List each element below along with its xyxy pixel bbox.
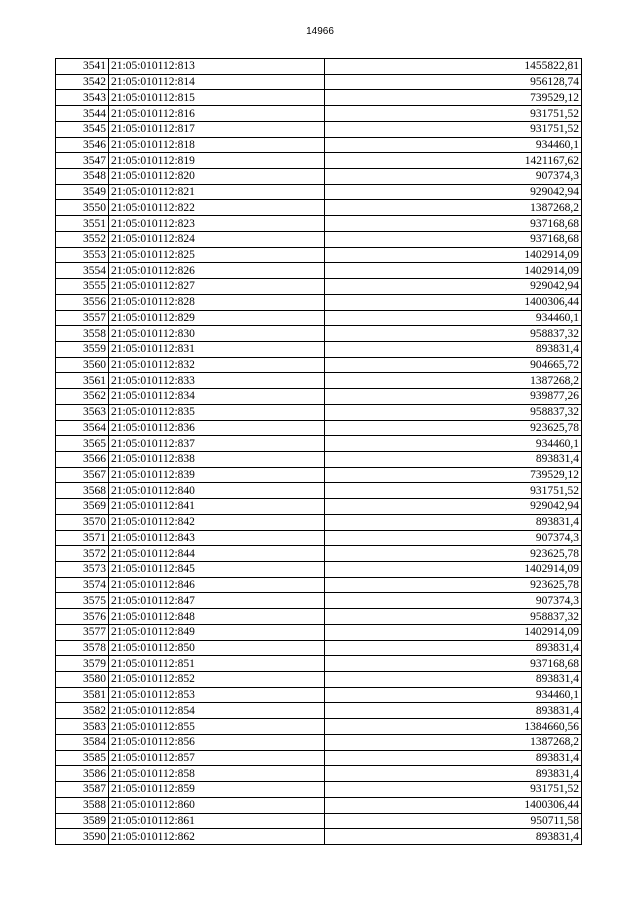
cadastral-value-cell: 1402914,09 bbox=[325, 624, 582, 640]
cadastral-value-table bbox=[55, 58, 582, 845]
table-row bbox=[56, 74, 582, 90]
cadastral-number-cell: 21:05:010112:850 bbox=[109, 640, 325, 656]
row-number-cell: 3582 bbox=[56, 703, 109, 719]
row-number-cell: 3548 bbox=[56, 169, 109, 185]
row-number-cell: 3585 bbox=[56, 750, 109, 766]
cadastral-value-cell: 893831,4 bbox=[325, 672, 582, 688]
row-number-cell: 3554 bbox=[56, 263, 109, 279]
cadastral-value-cell: 893831,4 bbox=[325, 341, 582, 357]
table-row bbox=[56, 577, 582, 593]
cadastral-number-cell: 21:05:010112:861 bbox=[109, 813, 325, 829]
cadastral-number-cell: 21:05:010112:824 bbox=[109, 231, 325, 247]
table-row bbox=[56, 373, 582, 389]
cadastral-number-cell: 21:05:010112:848 bbox=[109, 609, 325, 625]
cadastral-number-cell: 21:05:010112:851 bbox=[109, 656, 325, 672]
cadastral-value-cell: 1387268,2 bbox=[325, 200, 582, 216]
row-number-cell: 3573 bbox=[56, 562, 109, 578]
cadastral-value-cell: 956128,74 bbox=[325, 74, 582, 90]
table-row bbox=[56, 153, 582, 169]
cadastral-number-cell: 21:05:010112:826 bbox=[109, 263, 325, 279]
cadastral-value-cell: 739529,12 bbox=[325, 467, 582, 483]
cadastral-number-cell: 21:05:010112:819 bbox=[109, 153, 325, 169]
cadastral-value-cell: 931751,52 bbox=[325, 483, 582, 499]
cadastral-value-cell: 931751,52 bbox=[325, 121, 582, 137]
cadastral-number-cell: 21:05:010112:845 bbox=[109, 562, 325, 578]
cadastral-value-cell: 1402914,09 bbox=[325, 247, 582, 263]
cadastral-value-cell: 1400306,44 bbox=[325, 294, 582, 310]
table-row bbox=[56, 813, 582, 829]
cadastral-value-cell: 907374,3 bbox=[325, 593, 582, 609]
cadastral-number-cell: 21:05:010112:836 bbox=[109, 420, 325, 436]
cadastral-value-cell: 893831,4 bbox=[325, 829, 582, 845]
table-row bbox=[56, 451, 582, 467]
cadastral-value-cell: 958837,32 bbox=[325, 609, 582, 625]
row-number-cell: 3542 bbox=[56, 74, 109, 90]
row-number-cell: 3574 bbox=[56, 577, 109, 593]
row-number-cell: 3553 bbox=[56, 247, 109, 263]
row-number-cell: 3580 bbox=[56, 672, 109, 688]
cadastral-number-cell: 21:05:010112:833 bbox=[109, 373, 325, 389]
row-number-cell: 3565 bbox=[56, 436, 109, 452]
cadastral-value-cell: 893831,4 bbox=[325, 514, 582, 530]
cadastral-number-cell: 21:05:010112:840 bbox=[109, 483, 325, 499]
cadastral-value-cell: 739529,12 bbox=[325, 90, 582, 106]
table-row bbox=[56, 200, 582, 216]
table-row bbox=[56, 169, 582, 185]
table-row bbox=[56, 672, 582, 688]
row-number-cell: 3584 bbox=[56, 734, 109, 750]
table-row bbox=[56, 624, 582, 640]
cadastral-value-cell: 907374,3 bbox=[325, 530, 582, 546]
cadastral-number-cell: 21:05:010112:818 bbox=[109, 137, 325, 153]
cadastral-value-cell: 950711,58 bbox=[325, 813, 582, 829]
cadastral-value-cell: 929042,94 bbox=[325, 499, 582, 515]
cadastral-value-cell: 934460,1 bbox=[325, 687, 582, 703]
cadastral-number-cell: 21:05:010112:815 bbox=[109, 90, 325, 106]
row-number-cell: 3575 bbox=[56, 593, 109, 609]
cadastral-value-cell: 958837,32 bbox=[325, 326, 582, 342]
cadastral-value-cell: 1400306,44 bbox=[325, 797, 582, 813]
row-number-cell: 3560 bbox=[56, 357, 109, 373]
cadastral-value-cell: 1387268,2 bbox=[325, 373, 582, 389]
cadastral-number-cell: 21:05:010112:858 bbox=[109, 766, 325, 782]
table-row bbox=[56, 263, 582, 279]
table-row bbox=[56, 341, 582, 357]
row-number-cell: 3556 bbox=[56, 294, 109, 310]
table-row bbox=[56, 137, 582, 153]
row-number-cell: 3583 bbox=[56, 719, 109, 735]
cadastral-value-cell: 1402914,09 bbox=[325, 562, 582, 578]
cadastral-number-cell: 21:05:010112:813 bbox=[109, 59, 325, 75]
row-number-cell: 3579 bbox=[56, 656, 109, 672]
cadastral-number-cell: 21:05:010112:857 bbox=[109, 750, 325, 766]
row-number-cell: 3568 bbox=[56, 483, 109, 499]
cadastral-value-cell: 934460,1 bbox=[325, 310, 582, 326]
row-number-cell: 3569 bbox=[56, 499, 109, 515]
table-row bbox=[56, 436, 582, 452]
cadastral-number-cell: 21:05:010112:844 bbox=[109, 546, 325, 562]
cadastral-value-cell: 893831,4 bbox=[325, 451, 582, 467]
row-number-cell: 3577 bbox=[56, 624, 109, 640]
cadastral-number-cell: 21:05:010112:862 bbox=[109, 829, 325, 845]
row-number-cell: 3563 bbox=[56, 404, 109, 420]
cadastral-value-cell: 904665,72 bbox=[325, 357, 582, 373]
cadastral-number-cell: 21:05:010112:837 bbox=[109, 436, 325, 452]
table-row bbox=[56, 530, 582, 546]
row-number-cell: 3572 bbox=[56, 546, 109, 562]
table-row bbox=[56, 467, 582, 483]
table-row bbox=[56, 514, 582, 530]
table-row bbox=[56, 593, 582, 609]
row-number-cell: 3559 bbox=[56, 341, 109, 357]
row-number-cell: 3561 bbox=[56, 373, 109, 389]
cadastral-number-cell: 21:05:010112:859 bbox=[109, 782, 325, 798]
row-number-cell: 3558 bbox=[56, 326, 109, 342]
cadastral-number-cell: 21:05:010112:860 bbox=[109, 797, 325, 813]
table-row bbox=[56, 782, 582, 798]
row-number-cell: 3567 bbox=[56, 467, 109, 483]
cadastral-number-cell: 21:05:010112:842 bbox=[109, 514, 325, 530]
table-row bbox=[56, 279, 582, 295]
table-row bbox=[56, 357, 582, 373]
cadastral-value-cell: 923625,78 bbox=[325, 577, 582, 593]
row-number-cell: 3562 bbox=[56, 389, 109, 405]
cadastral-number-cell: 21:05:010112:816 bbox=[109, 106, 325, 122]
table-row bbox=[56, 310, 582, 326]
cadastral-number-cell: 21:05:010112:835 bbox=[109, 404, 325, 420]
row-number-cell: 3549 bbox=[56, 184, 109, 200]
cadastral-number-cell: 21:05:010112:846 bbox=[109, 577, 325, 593]
row-number-cell: 3546 bbox=[56, 137, 109, 153]
row-number-cell: 3589 bbox=[56, 813, 109, 829]
cadastral-number-cell: 21:05:010112:814 bbox=[109, 74, 325, 90]
table-row bbox=[56, 184, 582, 200]
table-row bbox=[56, 121, 582, 137]
cadastral-value-cell: 958837,32 bbox=[325, 404, 582, 420]
table-row bbox=[56, 687, 582, 703]
table-row bbox=[56, 59, 582, 75]
cadastral-number-cell: 21:05:010112:830 bbox=[109, 326, 325, 342]
cadastral-value-cell: 934460,1 bbox=[325, 137, 582, 153]
row-number-cell: 3590 bbox=[56, 829, 109, 845]
cadastral-number-cell: 21:05:010112:827 bbox=[109, 279, 325, 295]
cadastral-number-cell: 21:05:010112:839 bbox=[109, 467, 325, 483]
page-number: 14966 bbox=[306, 26, 334, 37]
row-number-cell: 3587 bbox=[56, 782, 109, 798]
cadastral-value-cell: 937168,68 bbox=[325, 656, 582, 672]
row-number-cell: 3570 bbox=[56, 514, 109, 530]
table-body bbox=[56, 59, 582, 845]
cadastral-value-cell: 929042,94 bbox=[325, 184, 582, 200]
row-number-cell: 3547 bbox=[56, 153, 109, 169]
row-number-cell: 3578 bbox=[56, 640, 109, 656]
cadastral-value-cell: 934460,1 bbox=[325, 436, 582, 452]
row-number-cell: 3564 bbox=[56, 420, 109, 436]
row-number-cell: 3588 bbox=[56, 797, 109, 813]
cadastral-number-cell: 21:05:010112:853 bbox=[109, 687, 325, 703]
table-row bbox=[56, 640, 582, 656]
table-row bbox=[56, 766, 582, 782]
cadastral-number-cell: 21:05:010112:838 bbox=[109, 451, 325, 467]
cadastral-value-cell: 1421167,62 bbox=[325, 153, 582, 169]
cadastral-number-cell: 21:05:010112:847 bbox=[109, 593, 325, 609]
cadastral-value-cell: 939877,26 bbox=[325, 389, 582, 405]
table-row bbox=[56, 797, 582, 813]
table-row bbox=[56, 404, 582, 420]
row-number-cell: 3557 bbox=[56, 310, 109, 326]
cadastral-number-cell: 21:05:010112:854 bbox=[109, 703, 325, 719]
cadastral-number-cell: 21:05:010112:817 bbox=[109, 121, 325, 137]
cadastral-value-cell: 1455822,81 bbox=[325, 59, 582, 75]
cadastral-value-cell: 893831,4 bbox=[325, 766, 582, 782]
row-number-cell: 3545 bbox=[56, 121, 109, 137]
cadastral-value-cell: 923625,78 bbox=[325, 546, 582, 562]
cadastral-value-cell: 1402914,09 bbox=[325, 263, 582, 279]
cadastral-value-cell: 1384660,56 bbox=[325, 719, 582, 735]
cadastral-number-cell: 21:05:010112:820 bbox=[109, 169, 325, 185]
cadastral-value-cell: 937168,68 bbox=[325, 216, 582, 232]
cadastral-number-cell: 21:05:010112:832 bbox=[109, 357, 325, 373]
cadastral-number-cell: 21:05:010112:831 bbox=[109, 341, 325, 357]
row-number-cell: 3541 bbox=[56, 59, 109, 75]
cadastral-value-cell: 893831,4 bbox=[325, 750, 582, 766]
table-row bbox=[56, 90, 582, 106]
table-row bbox=[56, 656, 582, 672]
table-row bbox=[56, 294, 582, 310]
row-number-cell: 3543 bbox=[56, 90, 109, 106]
cadastral-number-cell: 21:05:010112:823 bbox=[109, 216, 325, 232]
table-row bbox=[56, 420, 582, 436]
cadastral-value-cell: 923625,78 bbox=[325, 420, 582, 436]
row-number-cell: 3551 bbox=[56, 216, 109, 232]
cadastral-value-cell: 931751,52 bbox=[325, 782, 582, 798]
cadastral-number-cell: 21:05:010112:829 bbox=[109, 310, 325, 326]
table-row bbox=[56, 231, 582, 247]
row-number-cell: 3586 bbox=[56, 766, 109, 782]
cadastral-number-cell: 21:05:010112:821 bbox=[109, 184, 325, 200]
row-number-cell: 3566 bbox=[56, 451, 109, 467]
table-row bbox=[56, 829, 582, 845]
cadastral-number-cell: 21:05:010112:825 bbox=[109, 247, 325, 263]
row-number-cell: 3576 bbox=[56, 609, 109, 625]
cadastral-number-cell: 21:05:010112:834 bbox=[109, 389, 325, 405]
cadastral-number-cell: 21:05:010112:843 bbox=[109, 530, 325, 546]
cadastral-value-cell: 907374,3 bbox=[325, 169, 582, 185]
cadastral-number-cell: 21:05:010112:852 bbox=[109, 672, 325, 688]
row-number-cell: 3552 bbox=[56, 231, 109, 247]
cadastral-value-cell: 893831,4 bbox=[325, 640, 582, 656]
table-row bbox=[56, 750, 582, 766]
cadastral-value-cell: 1387268,2 bbox=[325, 734, 582, 750]
table-row bbox=[56, 719, 582, 735]
table-row bbox=[56, 326, 582, 342]
cadastral-value-cell: 893831,4 bbox=[325, 703, 582, 719]
cadastral-number-cell: 21:05:010112:841 bbox=[109, 499, 325, 515]
cadastral-value-cell: 931751,52 bbox=[325, 106, 582, 122]
row-number-cell: 3544 bbox=[56, 106, 109, 122]
cadastral-number-cell: 21:05:010112:849 bbox=[109, 624, 325, 640]
cadastral-number-cell: 21:05:010112:855 bbox=[109, 719, 325, 735]
table-row bbox=[56, 562, 582, 578]
cadastral-number-cell: 21:05:010112:856 bbox=[109, 734, 325, 750]
table-row bbox=[56, 734, 582, 750]
table-row bbox=[56, 216, 582, 232]
cadastral-value-cell: 929042,94 bbox=[325, 279, 582, 295]
cadastral-value-cell: 937168,68 bbox=[325, 231, 582, 247]
table-row bbox=[56, 546, 582, 562]
table-row bbox=[56, 106, 582, 122]
row-number-cell: 3571 bbox=[56, 530, 109, 546]
table-row bbox=[56, 483, 582, 499]
table-row bbox=[56, 609, 582, 625]
row-number-cell: 3581 bbox=[56, 687, 109, 703]
cadastral-number-cell: 21:05:010112:822 bbox=[109, 200, 325, 216]
table-row bbox=[56, 703, 582, 719]
row-number-cell: 3550 bbox=[56, 200, 109, 216]
table-row bbox=[56, 499, 582, 515]
row-number-cell: 3555 bbox=[56, 279, 109, 295]
table-row bbox=[56, 247, 582, 263]
table-row bbox=[56, 389, 582, 405]
cadastral-number-cell: 21:05:010112:828 bbox=[109, 294, 325, 310]
